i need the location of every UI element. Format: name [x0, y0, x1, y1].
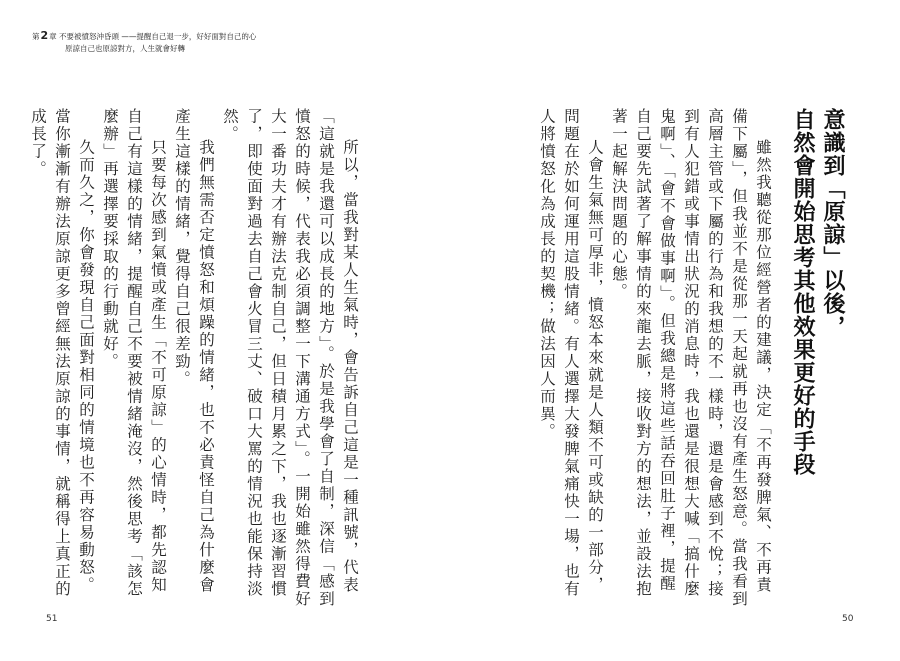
body-paragraph: 只要每次感到氣憤或產生「不可原諒」的心情時，都先認知自己有這樣的情緒，提醒自己不要被情緒淹沒，然後思考「該怎麼辦」再選擇要採取的行動就好。 [101, 108, 167, 598]
section-heading [787, 108, 847, 608]
body-paragraph: 所以，當我對某人生氣時，會告訴自己這是一種訊號，代表「這就是我還可以成長的地方」。於是我學會了自制，深信「感到憤怒的時候，代表我必須調整一下溝通方式」。一開始雖然得費好大一番功夫才有辦法克制自己，但日積月累之下，我也逐漸習慣了，即使面對過去自己會火冒三丈、破口大罵的情況也能保持淡然。 [221, 108, 359, 608]
section-heading-line-1: 意識到「原諒」以後， [820, 108, 845, 338]
chapter-number: 2 [40, 29, 49, 42]
body-paragraph: 久而久之，你會發現自己面對相同的情境也不再容易動怒。當你漸漸有辦法原諒更多曾經無法原諒的事情，就稱得上真正的成長了。 [29, 108, 95, 598]
left-page-body [29, 108, 362, 608]
chapter-title: 不要被憤怒沖昏頭 ——提醒自己退一步，好好面對自己的心 [59, 32, 257, 41]
page-number-right: 50 [842, 614, 854, 624]
body-paragraph: 我們無需否定憤怒和煩躁的情緒，也不必責怪自己為什麼會產生這樣的情緒，覺得自己很差勁。 [173, 108, 215, 594]
chapter-prefix: 第 [32, 32, 40, 41]
right-page-body [535, 108, 775, 608]
section-heading-line-2: 自然會開始思考其他效果更好的手段 [790, 108, 815, 476]
header-subtitle: 原諒自己也原諒對方，人生就會好轉 [65, 44, 185, 53]
running-header [32, 30, 256, 55]
body-paragraph: 人會生氣無可厚非，憤怒本來就是人類不可或缺的一部分，問題在於如何運用這股情緒。有人選擇大發脾氣痛快一場，也有人將憤怒化為成長的契機；做法因人而異。 [538, 108, 604, 598]
chapter-suffix: 章 [49, 32, 57, 41]
header-chapter-line [32, 30, 256, 43]
body-paragraph: 雖然我聽從那位經營者的建議，決定「不再發脾氣、不再責備下屬」，但我並不是從那一天起就再也沒有產生怒意。當我看到高層主管或下屬的行為和我想的不一樣時，還是會感到不悅；接到有人犯錯或事情出狀況的消息時，我也還是很想大喊「搞什麼鬼啊」、「會不會做事啊」。但我總是將這些話吞回肚子裡，提醒自己要先試著了解事情的來龍去脈，接收對方的想法，並設法抱著一起解決問題的心態。 [610, 108, 772, 608]
page-number-left: 51 [46, 614, 58, 624]
